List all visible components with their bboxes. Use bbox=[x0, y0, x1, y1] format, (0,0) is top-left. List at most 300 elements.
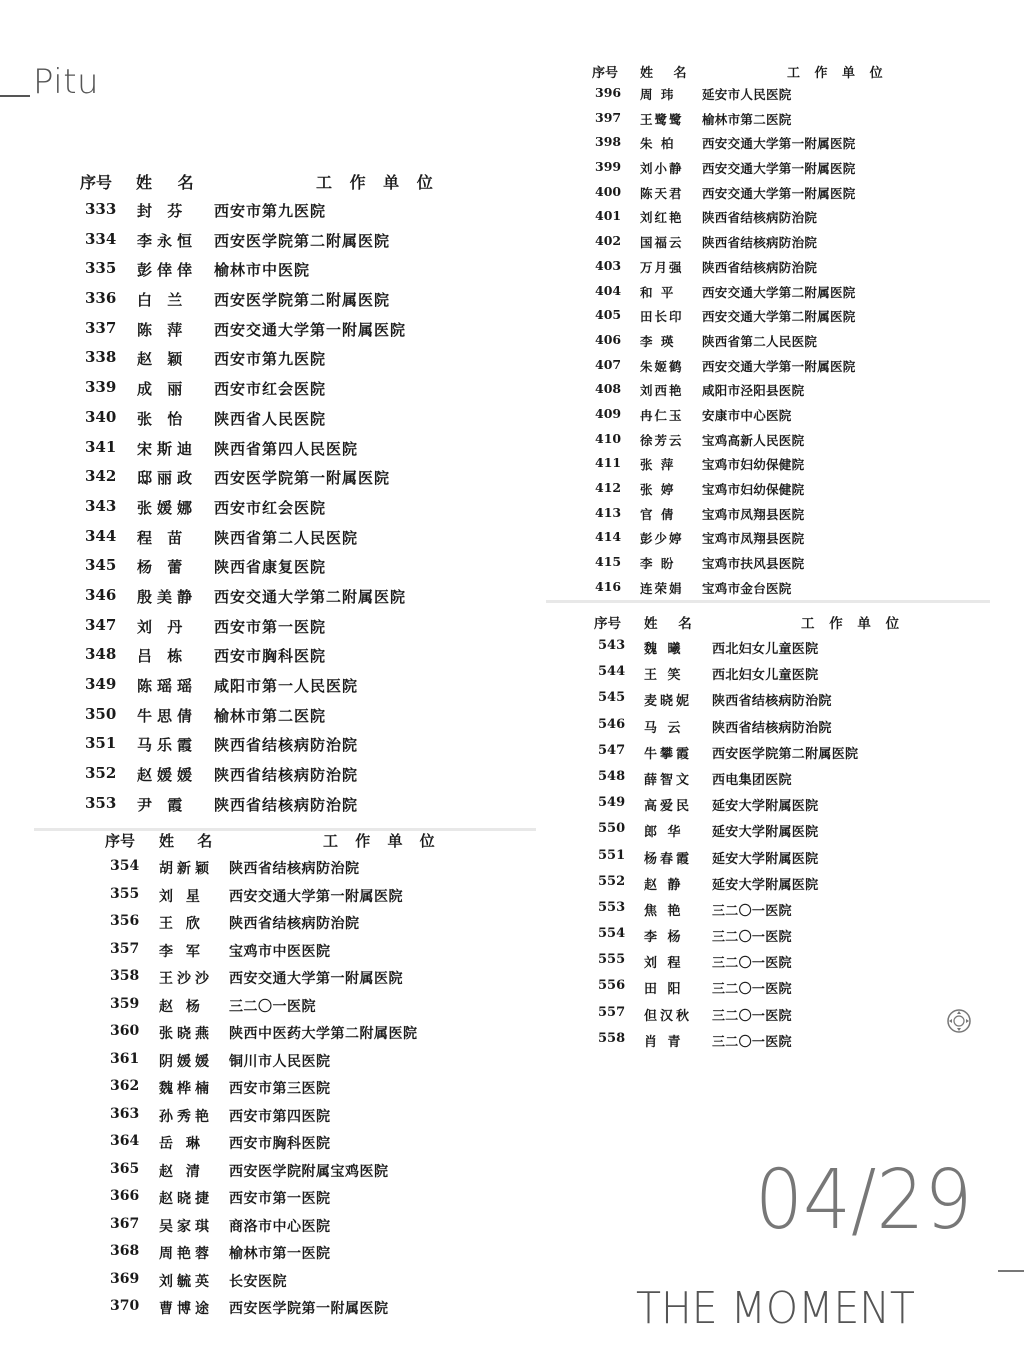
roster-block-d bbox=[594, 612, 994, 1057]
unit-cell: 宝鸡市妇幼保健院 bbox=[702, 482, 805, 497]
unit-cell: 三二〇一医院 bbox=[229, 998, 316, 1015]
name-cell: 胡新颖 bbox=[159, 861, 213, 877]
unit-cell: 长安医院 bbox=[229, 1273, 287, 1290]
unit-cell: 延安市人民医院 bbox=[702, 87, 792, 102]
table-row bbox=[105, 1161, 535, 1189]
name-cell: 赵 杨 bbox=[159, 998, 204, 1015]
unit-cell: 陕西省结核病防治院 bbox=[214, 736, 359, 755]
name-cell: 刘 丹 bbox=[137, 617, 188, 636]
no-cell: 357 bbox=[110, 940, 140, 957]
no-cell: 555 bbox=[598, 952, 626, 968]
no-cell: 416 bbox=[595, 578, 622, 594]
table-row bbox=[80, 734, 530, 764]
name-cell: 赵媛媛 bbox=[137, 766, 198, 785]
table-row bbox=[592, 110, 992, 135]
table-row bbox=[594, 1005, 994, 1031]
unit-cell: 西安交通大学第一附属医院 bbox=[702, 136, 856, 152]
name-cell: 李 盼 bbox=[640, 556, 676, 572]
table-row bbox=[592, 431, 992, 456]
name-cell: 魏桦楠 bbox=[159, 1081, 213, 1097]
no-cell: 545 bbox=[598, 690, 626, 706]
table-row bbox=[592, 505, 992, 530]
name-cell: 肖 青 bbox=[644, 1034, 684, 1050]
no-cell: 413 bbox=[595, 504, 622, 520]
table-row bbox=[105, 1106, 535, 1134]
table-row bbox=[594, 743, 994, 769]
no-cell: 363 bbox=[110, 1105, 140, 1122]
no-cell: 334 bbox=[85, 229, 117, 248]
name-cell: 宋斯迪 bbox=[137, 439, 198, 458]
table-row bbox=[105, 968, 535, 996]
table-header bbox=[594, 612, 994, 638]
no-cell: 364 bbox=[110, 1133, 140, 1149]
table-row bbox=[105, 1188, 535, 1216]
no-cell: 349 bbox=[85, 675, 117, 693]
name-cell: 张 萍 bbox=[640, 457, 676, 473]
table-row bbox=[80, 527, 530, 557]
no-cell: 558 bbox=[598, 1030, 626, 1046]
unit-cell: 西安医学院第一附属医院 bbox=[229, 1301, 389, 1317]
unit-cell: 西安市第九医院 bbox=[214, 350, 327, 369]
name-cell: 杨 蕾 bbox=[137, 558, 188, 577]
name-cell: 田 阳 bbox=[644, 982, 684, 998]
table-row bbox=[592, 184, 992, 209]
name-cell: 白 兰 bbox=[137, 291, 188, 310]
unit-cell: 延安大学附属医院 bbox=[712, 877, 819, 893]
table-row bbox=[592, 381, 992, 406]
unit-cell: 咸阳市泾阳县医院 bbox=[702, 383, 805, 399]
header-unit: 工 作 单 位 bbox=[801, 616, 905, 632]
unit-cell: 陕西省康复医院 bbox=[214, 558, 327, 577]
table-row bbox=[80, 348, 530, 378]
table-row bbox=[594, 821, 994, 847]
table-row bbox=[80, 616, 530, 646]
no-cell: 403 bbox=[595, 257, 622, 273]
name-cell: 马 云 bbox=[644, 720, 684, 736]
name-cell: 李 瑛 bbox=[640, 333, 676, 349]
table-row bbox=[594, 926, 994, 952]
unit-cell: 三二〇一医院 bbox=[712, 1008, 792, 1024]
no-cell: 550 bbox=[598, 821, 626, 837]
unit-cell: 延安大学附属医院 bbox=[712, 851, 819, 867]
unit-cell: 西安交通大学第一附属医院 bbox=[702, 358, 856, 374]
header-no: 序号 bbox=[594, 616, 621, 632]
name-cell: 杨春霞 bbox=[644, 851, 693, 867]
no-cell: 365 bbox=[110, 1160, 140, 1177]
table-row bbox=[105, 1023, 535, 1051]
unit-cell: 西安交通大学第一附属医院 bbox=[702, 185, 856, 201]
name-cell: 曹博途 bbox=[159, 1301, 213, 1317]
unit-cell: 陕西省结核病防治院 bbox=[702, 259, 818, 275]
header-no: 序号 bbox=[592, 66, 619, 81]
name-cell: 朱 柏 bbox=[640, 136, 676, 152]
roster-block-c bbox=[592, 62, 992, 603]
no-cell: 411 bbox=[595, 455, 622, 471]
name-cell: 邸丽政 bbox=[137, 469, 198, 488]
unit-cell: 商洛市中心医院 bbox=[229, 1218, 331, 1235]
unit-cell: 陕西省第二人民医院 bbox=[214, 528, 359, 547]
header-name: 姓 名 bbox=[640, 66, 695, 81]
name-cell: 但汉秋 bbox=[644, 1008, 693, 1024]
table-row bbox=[80, 289, 530, 319]
table-row bbox=[80, 230, 530, 260]
no-cell: 348 bbox=[85, 645, 117, 664]
name-cell: 万月强 bbox=[640, 259, 684, 275]
unit-cell: 宝鸡市扶风县医院 bbox=[702, 556, 805, 572]
unit-cell: 西安市第一医院 bbox=[214, 617, 327, 636]
table-row bbox=[105, 1243, 535, 1271]
no-cell: 359 bbox=[110, 995, 140, 1012]
name-cell: 张 婷 bbox=[640, 482, 676, 497]
table-row bbox=[594, 690, 994, 716]
name-cell: 彭少婷 bbox=[640, 531, 684, 547]
no-cell: 410 bbox=[595, 430, 622, 446]
unit-cell: 宝鸡市金台医院 bbox=[702, 580, 792, 596]
unit-cell: 西安医学院附属宝鸡医院 bbox=[229, 1163, 389, 1180]
name-cell: 程 苗 bbox=[137, 528, 188, 547]
name-cell: 牛攀霞 bbox=[644, 746, 693, 762]
name-cell: 赵 颖 bbox=[137, 350, 188, 369]
unit-cell: 陕西中医药大学第二附属医院 bbox=[229, 1026, 418, 1042]
no-cell: 366 bbox=[110, 1188, 140, 1204]
name-cell: 王沙沙 bbox=[159, 971, 213, 987]
unit-cell: 西北妇女儿童医院 bbox=[712, 668, 819, 684]
no-cell: 549 bbox=[598, 795, 626, 811]
unit-cell: 西安交通大学第一附属医院 bbox=[702, 161, 856, 177]
name-cell: 郎 华 bbox=[644, 825, 684, 841]
no-cell: 354 bbox=[110, 858, 140, 874]
no-cell: 546 bbox=[598, 716, 626, 732]
no-cell: 407 bbox=[595, 356, 622, 372]
table-row bbox=[80, 556, 530, 586]
table-row bbox=[80, 764, 530, 794]
no-cell: 338 bbox=[85, 348, 117, 367]
no-cell: 400 bbox=[595, 183, 622, 199]
roster-block-b bbox=[105, 830, 535, 1326]
no-cell: 341 bbox=[85, 437, 117, 456]
name-cell: 张 怡 bbox=[137, 409, 188, 428]
name-cell: 孙秀艳 bbox=[159, 1108, 213, 1125]
unit-cell: 西安医学院第二附属医院 bbox=[214, 291, 391, 310]
no-cell: 353 bbox=[85, 793, 117, 812]
table-row bbox=[592, 233, 992, 258]
table-row bbox=[80, 675, 530, 705]
no-cell: 347 bbox=[85, 615, 117, 634]
no-cell: 415 bbox=[595, 554, 622, 570]
header-name: 姓 名 bbox=[644, 616, 700, 632]
name-cell: 刘小静 bbox=[640, 161, 684, 177]
table-header bbox=[592, 62, 992, 85]
no-cell: 409 bbox=[595, 405, 622, 421]
name-cell: 李 杨 bbox=[644, 930, 684, 946]
unit-cell: 西北妇女儿童医院 bbox=[712, 642, 819, 657]
unit-cell: 西安市第三医院 bbox=[229, 1081, 331, 1097]
header-unit: 工 作 单 位 bbox=[787, 66, 888, 81]
unit-cell: 陕西省结核病防治院 bbox=[214, 795, 359, 814]
no-cell: 342 bbox=[85, 467, 117, 486]
name-cell: 周艳蓉 bbox=[159, 1246, 213, 1262]
header-name: 姓 名 bbox=[159, 832, 222, 850]
unit-cell: 宝鸡市凤翔县医院 bbox=[702, 531, 805, 547]
no-cell: 356 bbox=[110, 913, 140, 929]
no-cell: 399 bbox=[595, 159, 622, 175]
table-row bbox=[592, 134, 992, 159]
brand-underline bbox=[0, 95, 30, 97]
unit-cell: 延安大学附属医院 bbox=[712, 799, 819, 815]
name-cell: 陈天君 bbox=[640, 185, 684, 201]
table-row bbox=[80, 319, 530, 349]
unit-cell: 铜川市人民医院 bbox=[229, 1053, 331, 1070]
name-cell: 陈瑶瑶 bbox=[137, 677, 198, 695]
unit-cell: 陕西省第四人民医院 bbox=[214, 439, 359, 458]
table-row bbox=[105, 941, 535, 969]
name-cell: 朱姬鹤 bbox=[640, 358, 684, 374]
no-cell: 355 bbox=[110, 885, 140, 902]
no-cell: 337 bbox=[85, 318, 117, 337]
no-cell: 404 bbox=[595, 282, 622, 298]
name-cell: 焦 艳 bbox=[644, 903, 684, 919]
unit-cell: 宝鸡市妇幼保健院 bbox=[702, 457, 805, 473]
name-cell: 刘西艳 bbox=[640, 383, 684, 399]
no-cell: 557 bbox=[598, 1004, 626, 1020]
table-row bbox=[105, 996, 535, 1024]
unit-cell: 咸阳市第一人民医院 bbox=[214, 677, 359, 695]
unit-cell: 三二〇一医院 bbox=[712, 903, 792, 919]
name-cell: 周 玮 bbox=[640, 87, 676, 102]
no-cell: 553 bbox=[598, 899, 626, 915]
move-icon[interactable] bbox=[946, 1008, 972, 1034]
table-row bbox=[80, 438, 530, 468]
no-cell: 367 bbox=[110, 1215, 140, 1232]
name-cell: 封 芬 bbox=[137, 202, 188, 220]
unit-cell: 宝鸡市中医医院 bbox=[229, 943, 331, 960]
unit-cell: 西安交通大学第一附属医院 bbox=[229, 971, 403, 987]
unit-cell: 西安交通大学第一附属医院 bbox=[214, 320, 407, 339]
unit-cell: 陕西省结核病防治院 bbox=[712, 720, 832, 736]
table-row bbox=[592, 159, 992, 184]
name-cell: 王 欣 bbox=[159, 916, 204, 932]
no-cell: 358 bbox=[110, 968, 140, 984]
name-cell: 刘 星 bbox=[159, 888, 204, 905]
unit-cell: 西安医学院第一附属医院 bbox=[214, 469, 391, 488]
no-cell: 352 bbox=[85, 764, 117, 783]
name-cell: 陈 萍 bbox=[137, 320, 188, 339]
name-cell: 成 丽 bbox=[137, 380, 188, 399]
name-cell: 官 倩 bbox=[640, 506, 676, 522]
table-row bbox=[592, 357, 992, 382]
no-cell: 543 bbox=[598, 638, 626, 653]
name-cell: 赵晓捷 bbox=[159, 1191, 213, 1207]
unit-cell: 陕西省结核病防治院 bbox=[214, 766, 359, 785]
table-row bbox=[80, 645, 530, 675]
unit-cell: 榆林市第一医院 bbox=[229, 1246, 331, 1262]
table-row bbox=[105, 1051, 535, 1079]
table-row bbox=[594, 664, 994, 690]
no-cell: 397 bbox=[595, 109, 622, 125]
no-cell: 351 bbox=[85, 734, 117, 753]
unit-cell: 陕西省人民医院 bbox=[214, 409, 327, 428]
no-cell: 412 bbox=[595, 480, 622, 495]
table-row bbox=[592, 307, 992, 332]
unit-cell: 西电集团医院 bbox=[712, 772, 792, 788]
name-cell: 国福云 bbox=[640, 235, 684, 251]
unit-cell: 西安交通大学第二附属医院 bbox=[214, 587, 407, 606]
unit-cell: 榆林市第二医院 bbox=[214, 706, 327, 725]
no-cell: 350 bbox=[85, 704, 117, 723]
table-row bbox=[105, 913, 535, 941]
table-row bbox=[105, 1078, 535, 1106]
no-cell: 401 bbox=[595, 208, 622, 224]
table-header bbox=[80, 170, 530, 200]
name-cell: 麦晓妮 bbox=[644, 694, 693, 710]
unit-cell: 西安市第一医院 bbox=[229, 1191, 331, 1207]
name-cell: 王鹭鹭 bbox=[640, 111, 684, 127]
table-row bbox=[592, 283, 992, 308]
unit-cell: 陕西省第二人民医院 bbox=[702, 333, 818, 349]
no-cell: 402 bbox=[595, 233, 622, 249]
name-cell: 李 军 bbox=[159, 943, 204, 960]
table-row bbox=[594, 769, 994, 795]
table-row bbox=[105, 1133, 535, 1161]
unit-cell: 陕西省结核病防治院 bbox=[229, 916, 360, 932]
unit-cell: 三二〇一医院 bbox=[712, 982, 792, 998]
date-divider bbox=[998, 1270, 1024, 1272]
unit-cell: 西安市第四医院 bbox=[229, 1108, 331, 1125]
table-row bbox=[594, 952, 994, 978]
no-cell: 345 bbox=[85, 556, 117, 575]
name-cell: 赵 静 bbox=[644, 877, 684, 893]
table-row bbox=[592, 406, 992, 431]
no-cell: 396 bbox=[595, 85, 622, 100]
no-cell: 405 bbox=[595, 307, 622, 323]
name-cell: 连荣娟 bbox=[640, 580, 684, 596]
table-row bbox=[592, 455, 992, 480]
table-row bbox=[592, 529, 992, 554]
name-cell: 马乐霞 bbox=[137, 736, 198, 755]
block-divider bbox=[546, 600, 990, 603]
table-row bbox=[592, 332, 992, 357]
header-no: 序号 bbox=[105, 832, 136, 850]
table-row bbox=[594, 848, 994, 874]
unit-cell: 西安市红会医院 bbox=[214, 498, 327, 517]
unit-cell: 西安市第九医院 bbox=[214, 202, 327, 220]
table-row bbox=[105, 1298, 535, 1326]
table-row bbox=[80, 378, 530, 408]
header-unit: 工 作 单 位 bbox=[323, 832, 441, 850]
date-label: 04/29 bbox=[755, 1153, 973, 1248]
table-row bbox=[105, 886, 535, 914]
name-cell: 刘毓英 bbox=[159, 1273, 213, 1290]
unit-cell: 延安大学附属医院 bbox=[712, 825, 819, 841]
table-row bbox=[80, 467, 530, 497]
header-name: 姓 名 bbox=[136, 173, 204, 192]
no-cell: 551 bbox=[598, 847, 626, 863]
no-cell: 369 bbox=[110, 1270, 140, 1287]
name-cell: 张晓燕 bbox=[159, 1026, 213, 1042]
unit-cell: 西安医学院第二附属医院 bbox=[712, 746, 859, 762]
name-cell: 吴家琪 bbox=[159, 1218, 213, 1235]
no-cell: 362 bbox=[110, 1078, 140, 1094]
unit-cell: 安康市中心医院 bbox=[702, 407, 792, 423]
table-row bbox=[80, 200, 530, 230]
name-cell: 和 平 bbox=[640, 284, 676, 300]
name-cell: 冉仁玉 bbox=[640, 407, 684, 423]
brand-name: Pitu bbox=[33, 62, 100, 102]
table-row bbox=[592, 208, 992, 233]
table-row bbox=[592, 85, 992, 110]
table-header bbox=[105, 830, 535, 858]
no-cell: 344 bbox=[85, 526, 117, 545]
table-row bbox=[105, 1271, 535, 1299]
table-row bbox=[80, 408, 530, 438]
table-row bbox=[592, 480, 992, 505]
no-cell: 361 bbox=[110, 1050, 140, 1067]
unit-cell: 西安交通大学第一附属医院 bbox=[229, 888, 403, 905]
table-row bbox=[80, 497, 530, 527]
name-cell: 吕 栋 bbox=[137, 647, 188, 666]
no-cell: 370 bbox=[110, 1298, 140, 1314]
name-cell: 徐芳云 bbox=[640, 432, 684, 448]
unit-cell: 陕西省结核病防治院 bbox=[229, 861, 360, 877]
no-cell: 336 bbox=[85, 289, 117, 308]
table-row bbox=[594, 717, 994, 743]
brand-logo bbox=[0, 62, 140, 102]
table-row bbox=[594, 1031, 994, 1057]
name-cell: 张媛娜 bbox=[137, 498, 198, 517]
table-row bbox=[105, 1216, 535, 1244]
no-cell: 406 bbox=[595, 331, 622, 347]
no-cell: 398 bbox=[595, 134, 622, 150]
unit-cell: 西安市胸科医院 bbox=[214, 647, 327, 666]
unit-cell: 三二〇一医院 bbox=[712, 930, 792, 946]
name-cell: 赵 清 bbox=[159, 1163, 204, 1180]
table-row bbox=[594, 795, 994, 821]
no-cell: 360 bbox=[110, 1023, 140, 1039]
no-cell: 339 bbox=[85, 378, 117, 397]
name-cell: 刘 程 bbox=[644, 956, 684, 972]
name-cell: 李永恒 bbox=[137, 231, 198, 250]
roster-block-a bbox=[80, 170, 530, 823]
no-cell: 335 bbox=[85, 259, 117, 278]
no-cell: 547 bbox=[598, 742, 626, 758]
unit-cell: 西安医学院第二附属医院 bbox=[214, 231, 391, 250]
no-cell: 548 bbox=[598, 768, 626, 784]
no-cell: 343 bbox=[85, 496, 117, 515]
unit-cell: 陕西省结核病防治院 bbox=[702, 210, 818, 226]
name-cell: 殷美静 bbox=[137, 587, 198, 606]
name-cell: 薛智文 bbox=[644, 772, 693, 788]
table-row bbox=[594, 638, 994, 664]
table-row bbox=[592, 554, 992, 579]
unit-cell: 三二〇一医院 bbox=[712, 1034, 792, 1050]
table-row bbox=[80, 705, 530, 735]
table-row bbox=[594, 874, 994, 900]
table-row bbox=[105, 858, 535, 886]
no-cell: 556 bbox=[598, 978, 626, 994]
tagline: THE MOMENT bbox=[636, 1283, 915, 1334]
unit-cell: 榆林市中医院 bbox=[214, 261, 311, 280]
name-cell: 牛思倩 bbox=[137, 706, 198, 725]
table-row bbox=[80, 259, 530, 289]
table-row bbox=[592, 258, 992, 283]
no-cell: 340 bbox=[85, 407, 117, 426]
table-row bbox=[594, 978, 994, 1004]
no-cell: 346 bbox=[85, 585, 117, 604]
unit-cell: 西安交通大学第二附属医院 bbox=[702, 284, 856, 300]
no-cell: 552 bbox=[598, 873, 626, 889]
table-row bbox=[80, 586, 530, 616]
unit-cell: 榆林市第二医院 bbox=[702, 111, 792, 127]
